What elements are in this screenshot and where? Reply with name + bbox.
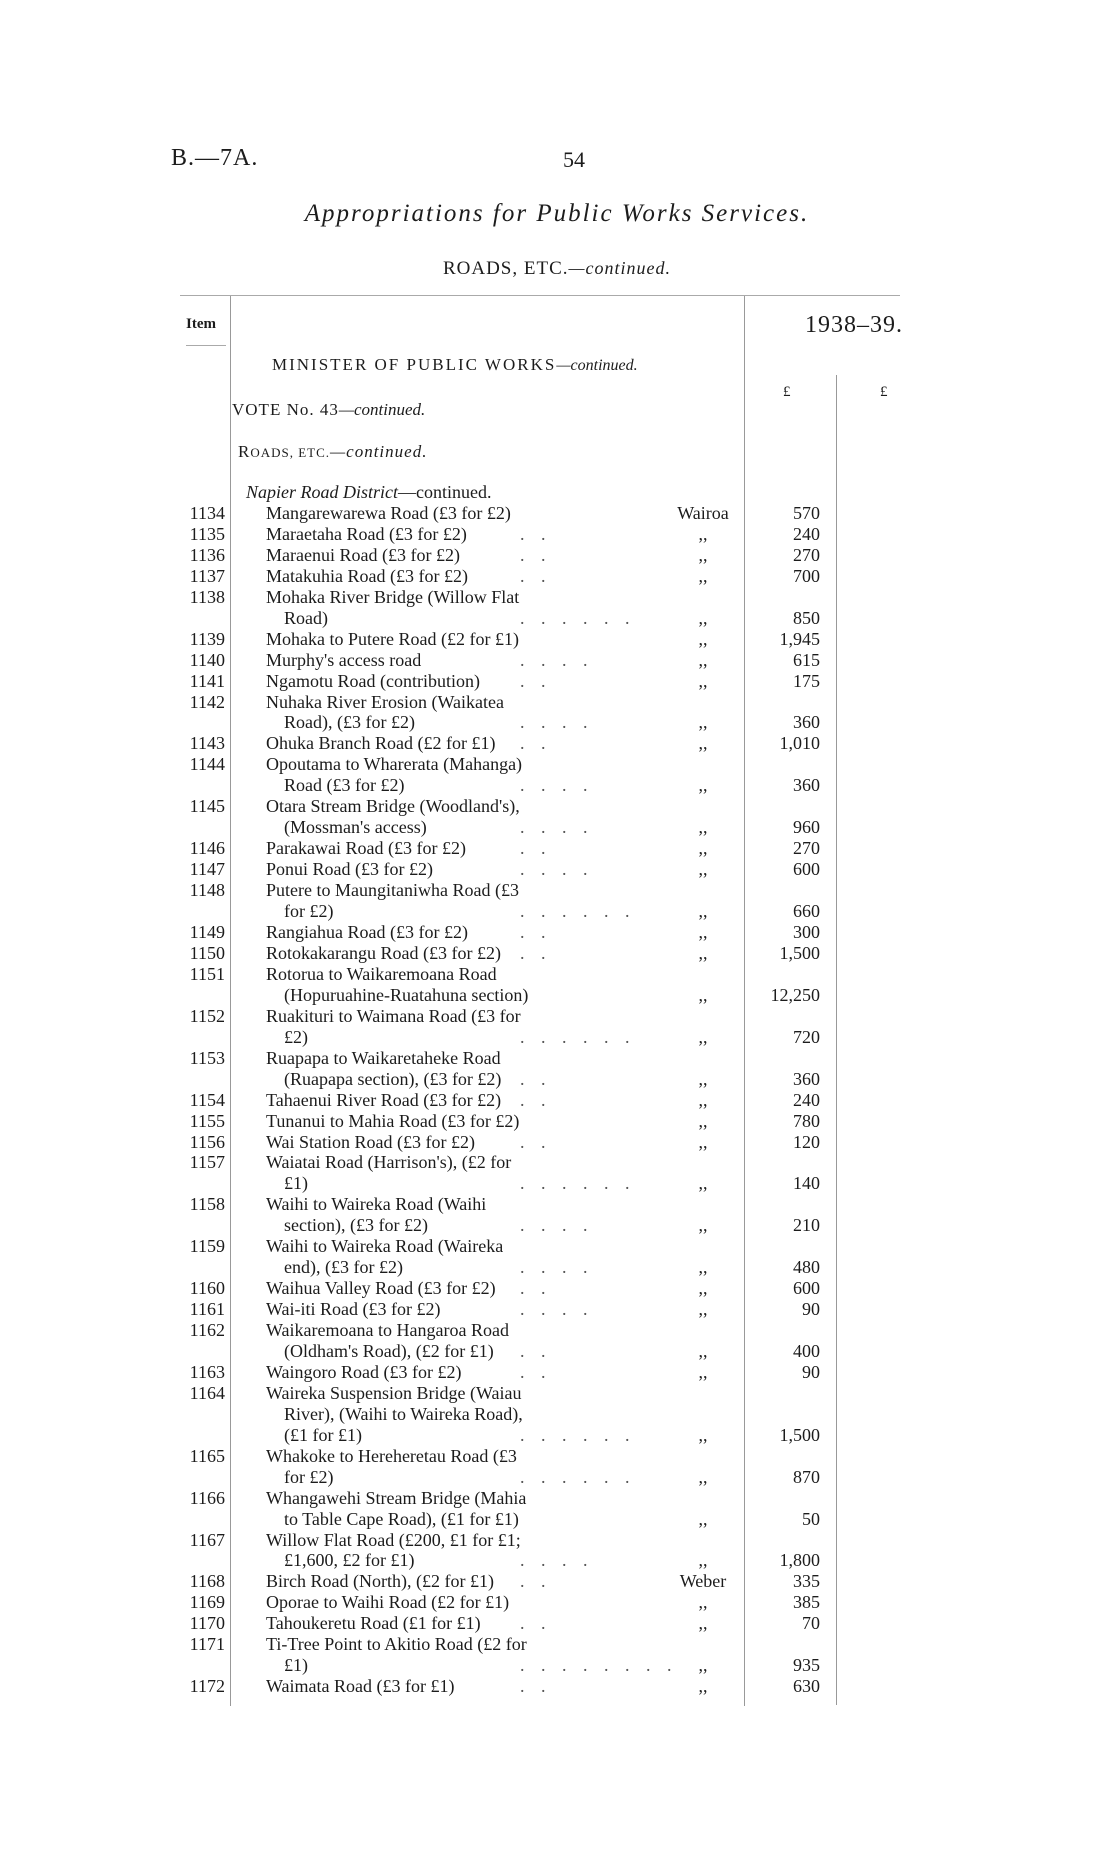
item-amount: 720 (793, 1026, 820, 1047)
item-amount: 870 (793, 1466, 820, 1487)
table-row (0, 1278, 1114, 1299)
table-row (0, 1320, 1114, 1362)
item-number: 1146 (189, 838, 225, 859)
section-heading-text: ROADS, ETC. (442, 258, 569, 279)
table-row (0, 1090, 1114, 1111)
item-location: ,, (698, 1508, 708, 1529)
district-heading-text: Napier Road District (246, 482, 398, 502)
item-number: 1137 (189, 565, 225, 586)
item-location: ,, (698, 1655, 708, 1676)
leader-dots: . . (520, 942, 552, 963)
item-number: 1138 (189, 586, 225, 607)
leader-dots: . . (520, 1131, 552, 1152)
item-number: 1162 (189, 1320, 225, 1341)
item-amount: 1,500 (779, 942, 820, 963)
item-location: ,, (698, 1592, 708, 1613)
item-description: Putere to Maungitaniwha Road (£3 (266, 880, 519, 901)
item-number: 1141 (189, 670, 225, 691)
item-number: 1172 (189, 1676, 225, 1697)
document-reference: B.—7A. (171, 145, 259, 171)
item-amount: 360 (793, 1068, 820, 1089)
item-amount: 270 (793, 544, 820, 565)
table-row (0, 545, 1114, 566)
item-description: Road), (£3 for £2) (284, 712, 415, 733)
item-number: 1140 (189, 649, 225, 670)
item-amount: 935 (793, 1655, 820, 1676)
item-number: 1147 (189, 859, 225, 880)
item-location: ,, (698, 1173, 708, 1194)
item-location: ,, (698, 817, 708, 838)
item-location: ,, (698, 838, 708, 859)
item-description: end), (£3 for £2) (284, 1257, 403, 1278)
item-location: ,, (698, 1110, 708, 1131)
item-description: for £2) (284, 901, 334, 922)
leader-dots: . . (520, 1361, 552, 1382)
item-description: (£1 for £1) (284, 1424, 362, 1445)
item-location: ,, (698, 544, 708, 565)
item-amount: 400 (793, 1340, 820, 1361)
item-description: Waihi to Waireka Road (Waireka (266, 1236, 504, 1257)
leader-dots: . . . . (520, 817, 594, 838)
item-description: Parakawai Road (£3 for £2) (266, 838, 466, 859)
item-location: ,, (698, 1089, 708, 1110)
table-row (0, 587, 1114, 629)
table-row (0, 1152, 1114, 1194)
item-amount: 240 (793, 523, 820, 544)
item-description: Maraetaha Road (£3 for £2) (266, 523, 467, 544)
leader-dots: . . . . . . (520, 1026, 636, 1047)
item-description: Wai-iti Road (£3 for £2) (266, 1299, 441, 1320)
item-description: (Hopuruahine-Ruatahuna section) (284, 984, 529, 1005)
item-number: 1144 (189, 754, 225, 775)
item-description: Ohuka Branch Road (£2 for £1) (266, 733, 496, 754)
leader-dots: . . . . . . (520, 1424, 636, 1445)
table-row (0, 1634, 1114, 1676)
item-amount: 335 (793, 1571, 820, 1592)
district-continued: —continued. (398, 482, 492, 502)
item-description: Opoutama to Wharerata (Mahanga) (266, 754, 523, 775)
table-row (0, 1111, 1114, 1132)
leader-dots: . . . . . . (520, 1173, 636, 1194)
item-location: ,, (698, 628, 708, 649)
leader-dots: . . (520, 670, 552, 691)
leader-dots: . . . . . . (520, 1466, 636, 1487)
item-description: Rotorua to Waikaremoana Road (266, 963, 497, 984)
item-number: 1169 (189, 1592, 225, 1613)
table-row (0, 1530, 1114, 1572)
item-amount: 960 (793, 817, 820, 838)
item-description: Road) (284, 607, 328, 628)
vote-continued: —continued. (338, 400, 426, 419)
item-amount: 270 (793, 838, 820, 859)
leader-dots: . . (520, 565, 552, 586)
table-row (0, 1048, 1114, 1090)
item-number: 1151 (189, 963, 225, 984)
table-row (0, 796, 1114, 838)
item-description: Waimata Road (£3 for £1) (266, 1676, 455, 1697)
leader-dots: . . (520, 544, 552, 565)
table-row (0, 1132, 1114, 1153)
item-location: ,, (698, 942, 708, 963)
item-amount: 175 (793, 670, 820, 691)
item-amount: 600 (793, 859, 820, 880)
item-description: Rotokakarangu Road (£3 for £2) (266, 942, 501, 963)
item-description: Otara Stream Bridge (Woodland's), (266, 796, 520, 817)
item-amount: 570 (793, 503, 820, 523)
item-amount: 300 (793, 922, 820, 942)
item-amount: 140 (793, 1173, 820, 1194)
table-row (0, 1383, 1114, 1446)
item-location: ,, (698, 607, 708, 628)
item-number: 1159 (189, 1236, 225, 1257)
item-description: for £2) (284, 1466, 334, 1487)
item-number: 1156 (189, 1131, 225, 1152)
item-location: ,, (698, 922, 708, 942)
item-number: 1168 (189, 1571, 225, 1592)
item-number: 1155 (189, 1110, 225, 1131)
leader-dots: . . . . (520, 775, 594, 796)
item-number: 1148 (189, 880, 225, 901)
item-description: Road (£3 for £2) (284, 775, 405, 796)
item-location: ,, (698, 1215, 708, 1236)
item-amount: 630 (793, 1676, 820, 1697)
item-location: ,, (698, 984, 708, 1005)
item-description: Willow Flat Road (£200, £1 for £1; (266, 1529, 521, 1550)
item-amount: 120 (793, 1131, 820, 1152)
item-description: Waihua Valley Road (£3 for £2) (266, 1278, 496, 1299)
item-description: (Ruapapa section), (£3 for £2) (284, 1068, 502, 1089)
roads-heading-initial: R (238, 442, 251, 461)
item-amount: 1,945 (779, 628, 820, 649)
item-number: 1135 (189, 523, 225, 544)
item-location: ,, (698, 670, 708, 691)
leader-dots: . . (520, 1068, 552, 1089)
item-amount: 240 (793, 1089, 820, 1110)
item-description: River), (Waihi to Waireka Road), (284, 1403, 523, 1424)
item-number: 1166 (189, 1487, 225, 1508)
table-row (0, 1299, 1114, 1320)
item-location: ,, (698, 775, 708, 796)
item-location: ,, (698, 1466, 708, 1487)
leader-dots: . . . . (520, 859, 594, 880)
table-row (0, 1488, 1114, 1530)
table-row (0, 1592, 1114, 1613)
item-location: ,, (698, 1026, 708, 1047)
table-row (0, 838, 1114, 859)
leader-dots: . . . . . . (520, 607, 636, 628)
roads-heading-text: OADS, ETC. (250, 445, 331, 460)
item-amount: 1,500 (779, 1424, 820, 1445)
table-row (0, 1613, 1114, 1634)
item-number: 1157 (189, 1152, 225, 1173)
item-number: 1167 (189, 1529, 225, 1550)
item-amount: 850 (793, 607, 820, 628)
item-description: Tunanui to Mahia Road (£3 for £2) (266, 1110, 520, 1131)
item-column-header: Item (186, 316, 216, 332)
item-location: ,, (698, 1361, 708, 1382)
table-row (0, 754, 1114, 796)
table-row (0, 566, 1114, 587)
ministry-heading (272, 355, 638, 375)
item-location: ,, (698, 901, 708, 922)
table-row (0, 922, 1114, 943)
item-amount: 50 (802, 1508, 820, 1529)
leader-dots: . . (520, 1613, 552, 1634)
item-header-rule (186, 345, 226, 346)
district-heading (246, 482, 491, 503)
item-location: ,, (698, 1299, 708, 1320)
leader-dots: . . . . . . . . (520, 1655, 678, 1676)
item-description: Ruapapa to Waikaretaheke Road (266, 1047, 501, 1068)
roads-heading (238, 442, 427, 462)
pound-symbol-2: £ (880, 384, 888, 400)
item-description: Maraenui Road (£3 for £2) (266, 544, 460, 565)
item-number: 1145 (189, 796, 225, 817)
ministry-continued: —continued. (556, 357, 638, 374)
table-row (0, 524, 1114, 545)
item-description: Mohaka River Bridge (Willow Flat (266, 586, 520, 607)
item-location: ,, (698, 1068, 708, 1089)
item-number: 1153 (189, 1047, 225, 1068)
item-location: Wairoa (677, 503, 729, 523)
item-description: Wai Station Road (£3 for £2) (266, 1131, 476, 1152)
leader-dots: . . (520, 1676, 552, 1697)
leader-dots: . . (520, 523, 552, 544)
section-heading (0, 258, 1114, 280)
page-title: Appropriations for Public Works Services. (304, 200, 810, 227)
leader-dots: . . (520, 1571, 552, 1592)
item-description: (Mossman's access) (284, 817, 427, 838)
item-description: £1,600, £2 for £1) (284, 1550, 415, 1571)
leader-dots: . . (520, 1089, 552, 1110)
item-description: Rangiahua Road (£3 for £2) (266, 922, 468, 942)
item-number: 1142 (189, 691, 225, 712)
item-description: Waikaremoana to Hangaroa Road (266, 1320, 509, 1341)
item-location: ,, (698, 1676, 708, 1697)
item-amount: 90 (802, 1361, 820, 1382)
table-row (0, 1194, 1114, 1236)
item-amount: 615 (793, 649, 820, 670)
item-number: 1160 (189, 1278, 225, 1299)
item-location: ,, (698, 1257, 708, 1278)
item-amount: 70 (802, 1613, 820, 1634)
table-row (0, 650, 1114, 671)
item-location: ,, (698, 1424, 708, 1445)
item-description: Birch Road (North), (£2 for £1) (266, 1571, 494, 1592)
item-amount: 480 (793, 1257, 820, 1278)
item-amount: 360 (793, 712, 820, 733)
item-amount: 700 (793, 565, 820, 586)
vote-heading-text: VOTE No. 43 (232, 400, 339, 419)
item-description: Waingoro Road (£3 for £2) (266, 1361, 462, 1382)
item-location: Weber (679, 1571, 727, 1592)
item-description: Waiatai Road (Harrison's), (£2 for (266, 1152, 512, 1173)
item-number: 1143 (189, 733, 225, 754)
item-description: Waireka Suspension Bridge (Waiau (266, 1382, 522, 1403)
leader-dots: . . (520, 1278, 552, 1299)
item-amount: 210 (793, 1215, 820, 1236)
table-row (0, 1362, 1114, 1383)
pound-symbol-1: £ (783, 384, 791, 400)
item-location: ,, (698, 565, 708, 586)
item-description: Whangawehi Stream Bridge (Mahia (266, 1487, 527, 1508)
leader-dots: . . (520, 922, 552, 942)
item-number: 1149 (189, 922, 225, 942)
section-continued: —continued. (568, 258, 672, 278)
leader-dots: . . (520, 1340, 552, 1361)
item-location: ,, (698, 733, 708, 754)
item-description: Waihi to Waireka Road (Waihi (266, 1194, 487, 1215)
item-description: Oporae to Waihi Road (£2 for £1) (266, 1592, 510, 1613)
item-location: ,, (698, 1340, 708, 1361)
leader-dots: . . . . (520, 712, 594, 733)
table-row (0, 964, 1114, 1006)
table-row (0, 629, 1114, 650)
item-description: Mohaka to Putere Road (£2 for £1) (266, 628, 519, 649)
item-number: 1150 (189, 942, 225, 963)
item-amount: 600 (793, 1278, 820, 1299)
item-description: Matakuhia Road (£3 for £2) (266, 565, 468, 586)
item-location: ,, (698, 1278, 708, 1299)
item-location: ,, (698, 1550, 708, 1571)
item-number: 1154 (189, 1089, 225, 1110)
item-location: ,, (698, 1613, 708, 1634)
roads-continued: —continued. (330, 442, 428, 461)
leader-dots: . . . . (520, 1215, 594, 1236)
item-description: Murphy's access road (266, 649, 422, 670)
table-top-rule (180, 295, 900, 296)
page-number: 54 (563, 147, 585, 172)
leader-dots: . . . . (520, 649, 594, 670)
item-description: Ngamotu Road (contribution) (266, 670, 480, 691)
table-row (0, 692, 1114, 734)
item-number: 1161 (189, 1299, 225, 1320)
item-description: Mangarewarewa Road (£3 for £2) (266, 503, 511, 523)
item-amount: 780 (793, 1110, 820, 1131)
item-number: 1152 (189, 1005, 225, 1026)
item-number: 1158 (189, 1194, 225, 1215)
item-description: £1) (284, 1655, 308, 1676)
item-description: £2) (284, 1026, 308, 1047)
ministry-heading-text: MINISTER OF PUBLIC WORKS (272, 355, 557, 374)
vote-heading (232, 400, 425, 420)
table-row (0, 1446, 1114, 1488)
leader-dots: . . . . (520, 1550, 594, 1571)
item-description: (Oldham's Road), (£2 for £1) (284, 1340, 494, 1361)
item-location: ,, (698, 649, 708, 670)
year-column-header: 1938–39. (805, 312, 903, 338)
item-number: 1139 (189, 628, 225, 649)
table-row (0, 671, 1114, 692)
table-row (0, 1236, 1114, 1278)
table-row (0, 1676, 1114, 1697)
item-description: Nuhaka River Erosion (Waikatea (266, 691, 504, 712)
item-amount: 12,250 (770, 984, 820, 1005)
leader-dots: . . . . (520, 1257, 594, 1278)
table-row (0, 733, 1114, 754)
item-description: to Table Cape Road), (£1 for £1) (284, 1508, 519, 1529)
item-amount: 1,800 (779, 1550, 820, 1571)
item-number: 1163 (189, 1361, 225, 1382)
leader-dots: . . . . . . (520, 901, 636, 922)
item-description: £1) (284, 1173, 308, 1194)
item-description: Ponui Road (£3 for £2) (266, 859, 433, 880)
item-description: Tahaenui River Road (£3 for £2) (266, 1089, 502, 1110)
item-number: 1134 (189, 503, 225, 523)
item-description: Ruakituri to Waimana Road (£3 for (266, 1005, 521, 1026)
item-amount: 90 (802, 1299, 820, 1320)
item-number: 1170 (189, 1613, 225, 1634)
item-location: ,, (698, 1131, 708, 1152)
item-amount: 360 (793, 775, 820, 796)
table-row (0, 943, 1114, 964)
item-number: 1164 (189, 1382, 225, 1403)
table-row (0, 880, 1114, 922)
item-amount: 660 (793, 901, 820, 922)
item-location: ,, (698, 523, 708, 544)
item-description: Tahoukeretu Road (£1 for £1) (266, 1613, 481, 1634)
item-number: 1171 (189, 1634, 225, 1655)
table-row (0, 1006, 1114, 1048)
item-number: 1136 (189, 544, 225, 565)
item-description: section), (£3 for £2) (284, 1215, 428, 1236)
item-location: ,, (698, 712, 708, 733)
item-amount: 385 (793, 1592, 820, 1613)
table-row (0, 859, 1114, 880)
item-location: ,, (698, 859, 708, 880)
table-row (0, 1571, 1114, 1592)
leader-dots: . . (520, 838, 552, 859)
item-number: 1165 (189, 1445, 225, 1466)
item-amount: 1,010 (779, 733, 820, 754)
leader-dots: . . (520, 733, 552, 754)
leader-dots: . . . . (520, 1299, 594, 1320)
table-row (0, 503, 1114, 524)
item-description: Whakoke to Hereheretau Road (£3 (266, 1445, 517, 1466)
item-description: Ti-Tree Point to Akitio Road (£2 for (266, 1634, 527, 1655)
